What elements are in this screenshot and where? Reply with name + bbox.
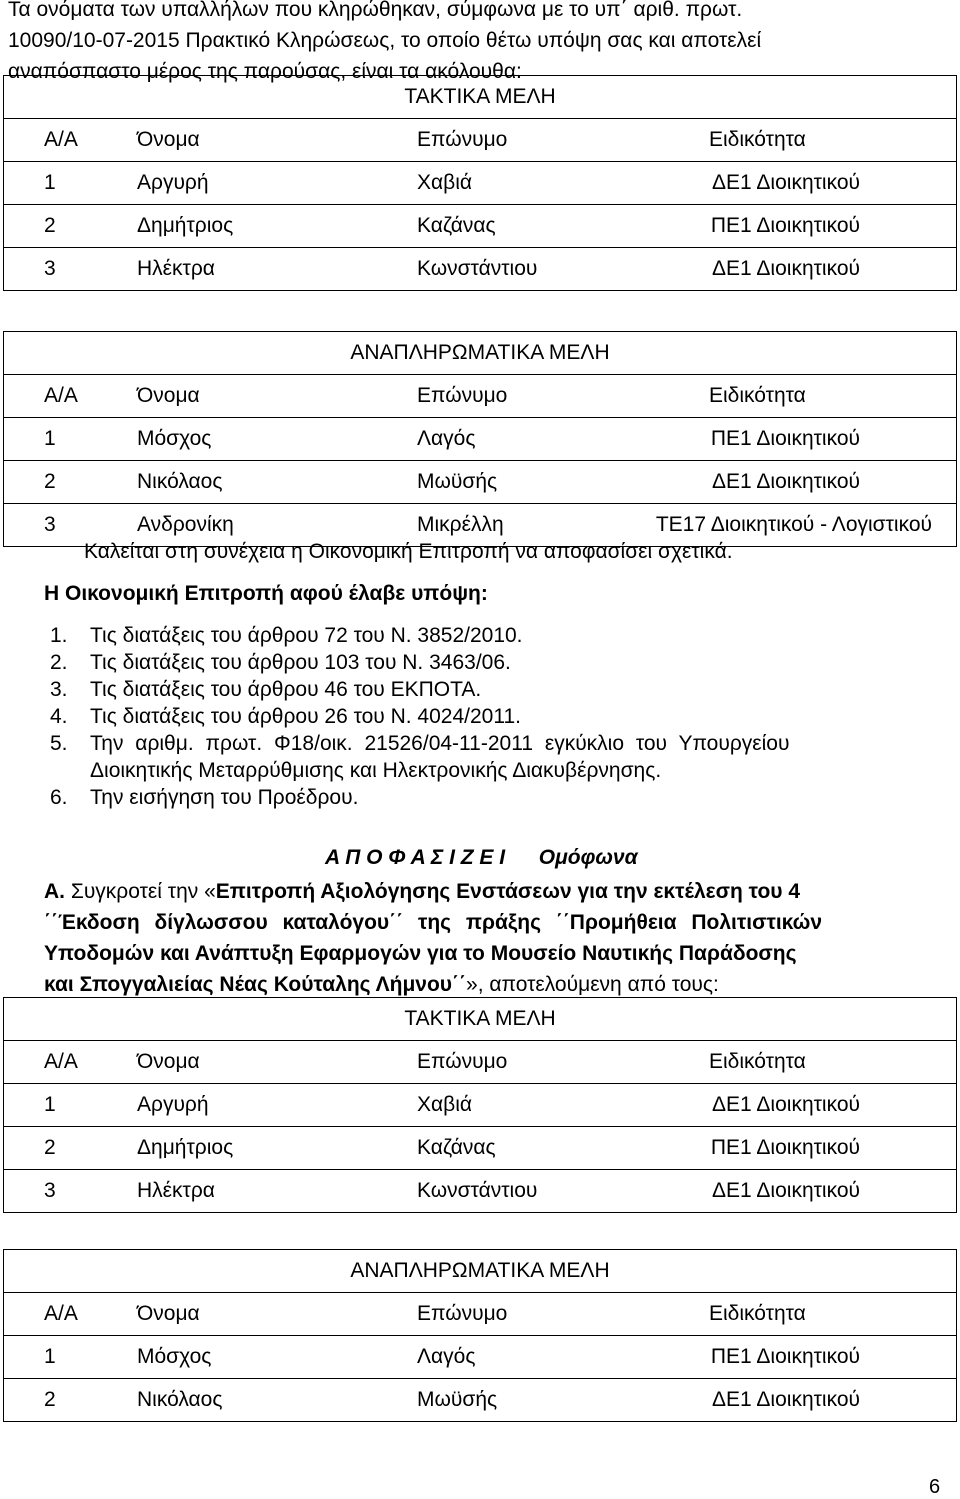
list-item-number: 5. bbox=[50, 732, 68, 755]
alternate-members-table bbox=[3, 1249, 957, 1422]
list-item bbox=[50, 730, 789, 757]
decision-paragraph bbox=[44, 876, 948, 1000]
header-specialty: Ειδικότητα bbox=[709, 1302, 806, 1325]
list-item bbox=[50, 649, 789, 676]
row-surname: Καζάνας bbox=[417, 1136, 496, 1159]
table-title: ΤΑΚΤΙΚΑ ΜΕΛΗ bbox=[4, 998, 956, 1041]
committee-name: Επιτροπή Αξιολόγησης Ενστάσεων για την εκτέλεση του 4 bbox=[215, 880, 801, 903]
row-surname: Κωνστάντιου bbox=[417, 1179, 538, 1202]
regular-members-table bbox=[3, 997, 957, 1213]
row-surname: Χαβιά bbox=[417, 1093, 473, 1116]
list-item-text: Την εισήγηση του Προέδρου. bbox=[90, 786, 359, 809]
row-specialty: ΠΕ1 Διοικητικού bbox=[710, 214, 860, 237]
regular-members-table bbox=[3, 75, 957, 291]
row-number: 3 bbox=[44, 513, 56, 536]
decides-heading bbox=[325, 846, 638, 870]
table-row bbox=[4, 1084, 956, 1127]
row-specialty: ΔΕ1 Διοικητικού bbox=[712, 1093, 860, 1116]
row-surname: Χαβιά bbox=[417, 171, 473, 194]
list-item-text: Την αριθμ. πρωτ. Φ18/οικ. 21526/04-11-2011 εγκύκλιο του Υπουργείου bbox=[90, 732, 790, 755]
decision-text: », αποτελούμενη από τους: bbox=[466, 973, 719, 996]
table-header-row bbox=[4, 375, 956, 418]
list-item bbox=[50, 757, 789, 784]
table-title: ΤΑΚΤΙΚΑ ΜΕΛΗ bbox=[4, 76, 956, 119]
row-number: 1 bbox=[44, 427, 56, 450]
committee-name: και Σπογγαλιείας Νέας Κούταλης Λήμνου΄΄ bbox=[44, 973, 467, 996]
decision-text: Συγκροτεί την « bbox=[65, 880, 216, 903]
header-name: Όνομα bbox=[137, 1050, 200, 1073]
list-item-number: 2. bbox=[50, 651, 68, 674]
header-name: Όνομα bbox=[137, 128, 200, 151]
row-surname: Μωϋσής bbox=[417, 470, 498, 493]
row-specialty: ΔΕ1 Διοικητικού bbox=[712, 1179, 860, 1202]
list-item-text: Τις διατάξεις του άρθρου 103 του Ν. 3463/06. bbox=[90, 651, 511, 674]
list-item bbox=[50, 703, 789, 730]
row-name: Αργυρή bbox=[137, 171, 209, 194]
header-specialty: Ειδικότητα bbox=[709, 384, 806, 407]
header-name: Όνομα bbox=[137, 384, 200, 407]
list-item-text: Τις διατάξεις του άρθρου 46 του ΕΚΠΟΤΑ. bbox=[90, 678, 482, 701]
decision-prefix: Α. bbox=[44, 880, 65, 903]
row-name: Ηλέκτρα bbox=[137, 257, 215, 280]
row-surname: Μωϋσής bbox=[417, 1388, 498, 1411]
committee-heading: Η Οικονομική Επιτροπή αφού έλαβε υπόψη: bbox=[44, 582, 488, 605]
row-specialty: ΠΕ1 Διοικητικού bbox=[710, 427, 860, 450]
header-aa: Α/Α bbox=[44, 384, 78, 407]
table-title: ΑΝΑΠΛΗΡΩΜΑΤΙΚΑ ΜΕΛΗ bbox=[4, 1250, 956, 1293]
table-row bbox=[4, 418, 956, 461]
header-specialty: Ειδικότητα bbox=[709, 1050, 806, 1073]
table-row bbox=[4, 162, 956, 205]
list-item bbox=[50, 676, 789, 703]
row-number: 1 bbox=[44, 1345, 56, 1368]
committee-name: ΄΄Έκδοση δίγλωσσου καταλόγου΄΄ της πράξης ΄΄Προμήθεια Πολιτιστικών bbox=[44, 911, 823, 934]
table-header-row bbox=[4, 1041, 956, 1084]
table-row bbox=[4, 1336, 956, 1379]
table-row bbox=[4, 1127, 956, 1170]
considerations-list bbox=[50, 622, 789, 811]
row-name: Μόσχος bbox=[137, 427, 212, 450]
header-surname: Επώνυμο bbox=[417, 1302, 508, 1325]
header-surname: Επώνυμο bbox=[417, 128, 508, 151]
header-specialty: Ειδικότητα bbox=[709, 128, 806, 151]
row-specialty: ΔΕ1 Διοικητικού bbox=[712, 171, 860, 194]
intro-line: Τα ονόματα των υπαλλήλων που κληρώθηκαν, σύμφωνα με το υπ΄ αριθ. πρωτ. bbox=[8, 0, 743, 21]
unanimous-label: Ομόφωνα bbox=[538, 846, 638, 869]
table-row bbox=[4, 1170, 956, 1212]
row-number: 3 bbox=[44, 1179, 56, 1202]
committee-name: Υποδομών και Ανάπτυξη Εφαρμογών για το Μουσείο Ναυτικής Παράδοσης bbox=[44, 942, 797, 965]
row-surname: Κωνστάντιου bbox=[417, 257, 538, 280]
row-name: Δημήτριος bbox=[137, 214, 234, 237]
list-item-number: 3. bbox=[50, 678, 68, 701]
row-surname: Λαγός bbox=[417, 427, 476, 450]
row-name: Ηλέκτρα bbox=[137, 1179, 215, 1202]
call-text: Καλείται στη συνέχεια η Οικονομική Επιτροπή να αποφασίσει σχετικά. bbox=[84, 540, 733, 563]
header-aa: Α/Α bbox=[44, 1050, 78, 1073]
row-number: 1 bbox=[44, 1093, 56, 1116]
row-surname: Καζάνας bbox=[417, 214, 496, 237]
header-aa: Α/Α bbox=[44, 128, 78, 151]
row-name: Ανδρονίκη bbox=[137, 513, 234, 536]
intro-line: 10090/10-07-2015 Πρακτικό Κληρώσεως, το οποίο θέτω υπόψη σας και αποτελεί bbox=[8, 29, 762, 52]
row-specialty: ΔΕ1 Διοικητικού bbox=[712, 470, 860, 493]
list-item bbox=[50, 784, 789, 811]
row-number: 2 bbox=[44, 1388, 56, 1411]
row-surname: Μικρέλλη bbox=[417, 513, 504, 536]
row-specialty: ΠΕ1 Διοικητικού bbox=[710, 1345, 860, 1368]
row-name: Δημήτριος bbox=[137, 1136, 234, 1159]
table-row bbox=[4, 248, 956, 290]
header-surname: Επώνυμο bbox=[417, 384, 508, 407]
row-number: 1 bbox=[44, 171, 56, 194]
header-surname: Επώνυμο bbox=[417, 1050, 508, 1073]
row-specialty: ΤΕ17 Διοικητικού - Λογιστικού bbox=[655, 513, 932, 536]
row-specialty: ΔΕ1 Διοικητικού bbox=[712, 257, 860, 280]
intro-paragraph bbox=[8, 0, 948, 87]
row-name: Μόσχος bbox=[137, 1345, 212, 1368]
row-number: 2 bbox=[44, 470, 56, 493]
row-name: Νικόλαος bbox=[137, 470, 223, 493]
table-header-row bbox=[4, 1293, 956, 1336]
list-item-text: Τις διατάξεις του άρθρου 26 του Ν. 4024/2011. bbox=[90, 705, 521, 728]
list-item-text: Τις διατάξεις του άρθρου 72 του Ν. 3852/2010. bbox=[90, 624, 523, 647]
row-specialty: ΔΕ1 Διοικητικού bbox=[712, 1388, 860, 1411]
table-title: ΑΝΑΠΛΗΡΩΜΑΤΙΚΑ ΜΕΛΗ bbox=[4, 332, 956, 375]
list-item-text: Διοικητικής Μεταρρύθμισης και Ηλεκτρονικής Διακυβέρνησης. bbox=[90, 759, 662, 782]
decides-label: Α Π Ο Φ Α Σ Ι Ζ Ε Ι bbox=[325, 846, 506, 869]
list-item bbox=[50, 622, 789, 649]
header-name: Όνομα bbox=[137, 1302, 200, 1325]
list-item-number: 4. bbox=[50, 705, 68, 728]
header-aa: Α/Α bbox=[44, 1302, 78, 1325]
row-number: 3 bbox=[44, 257, 56, 280]
row-number: 2 bbox=[44, 1136, 56, 1159]
table-header-row bbox=[4, 119, 956, 162]
alternate-members-table bbox=[3, 331, 957, 547]
page-number: 6 bbox=[929, 1476, 941, 1498]
list-item-number: 6. bbox=[50, 786, 68, 809]
row-surname: Λαγός bbox=[417, 1345, 476, 1368]
list-item-number: 1. bbox=[50, 624, 68, 647]
row-name: Αργυρή bbox=[137, 1093, 209, 1116]
row-name: Νικόλαος bbox=[137, 1388, 223, 1411]
intro-line: αναπόσπαστο μέρος της παρούσας, είναι τα ακόλουθα: bbox=[8, 60, 522, 83]
table-row bbox=[4, 1379, 956, 1421]
table-row bbox=[4, 461, 956, 504]
row-number: 2 bbox=[44, 214, 56, 237]
table-row bbox=[4, 205, 956, 248]
row-specialty: ΠΕ1 Διοικητικού bbox=[710, 1136, 860, 1159]
